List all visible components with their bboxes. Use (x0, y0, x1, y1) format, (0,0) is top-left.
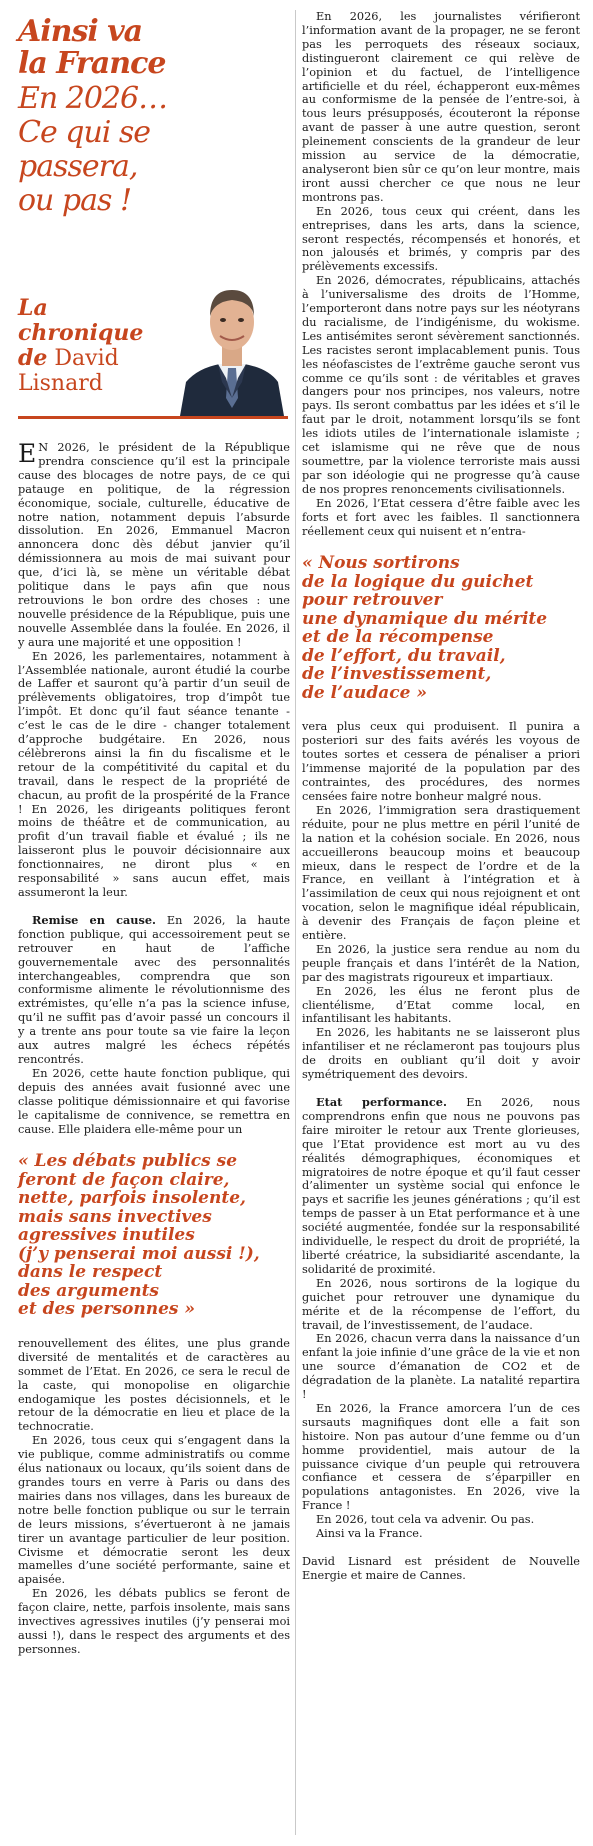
left-body (18, 441, 290, 1657)
paragraph: En 2026, les débats publics se feront de façon claire, nette, parfois insolente, mais sans invectives agressives inutiles (j’y penserai moi aussi !), dans le respect des arguments et des personnes. (18, 1587, 290, 1656)
column-divider (295, 10, 296, 1835)
quote-line: une dynamique du mérite (302, 608, 548, 629)
paragraph: En 2026, les habitants ne se laisseront plus infantiliser et ne réclameront pas toujours plus de droits en oubliant qu’il doit y avoir symétriquement des devoirs. (302, 1026, 580, 1082)
quote-line: et de la récompense (302, 627, 494, 648)
chronique-byline (18, 296, 168, 396)
paragraph: En 2026, l’immigration sera drastiquement réduite, pour ne plus mettre en péril l’unité de la nation et la cohésion sociale. En 2026, nous accueillerons beaucoup moins et beaucoup mieux, dans le respect de l’ordre et de la France, en veillant à l’intégration et à l’assimilation de ceux qui nous rejoignent et ont vocation, selon le magnifique idéal républicain, à devenir des Français de façon pleine et entière. (302, 803, 580, 943)
quote-line: des arguments (18, 1280, 159, 1301)
subhead: Etat performance. (316, 1095, 447, 1109)
pull-quote (302, 554, 580, 702)
paragraph: En 2026, l’Etat cessera d’être faible avec les forts et fort avec les faibles. Il sanctionnera réellement ceux qui nuisent et n’entra- (302, 496, 580, 538)
title-line: passera, (18, 149, 138, 184)
quote-line: de l’audace » (302, 682, 427, 703)
pull-quote (18, 1152, 290, 1319)
quote-line: dans le respect (18, 1262, 163, 1283)
paragraph: vera plus ceux qui produisent. Il punira a posteriori sur des faits avérés les voyous de toutes sortes et cessera de pénaliser a priori l’immense majorité de la population par des contraintes, des procédures, des normes censées faire notre bonheur malgré nous. (302, 720, 580, 803)
paragraph: En 2026, nous sortirons de la logique du guichet pour retrouver une dynamique du mérite et de la récompense de l’effort, du travail, de l’investissement, de l’audace. (302, 1276, 580, 1332)
left-column (18, 16, 290, 1657)
title-line: En 2026… (18, 81, 168, 116)
title-line: ou pas ! (18, 183, 131, 218)
quote-line: « Nous sortirons (302, 553, 460, 574)
quote-line: de l’investissement, (302, 664, 492, 685)
paragraph: En 2026, les parlementaires, notamment à l’Assemblée nationale, auront étudié la courbe de Laffer et sauront qu’à partir d’un seuil de prélèvements obligatoires, trop d’impôt tue l’impôt. Et donc qu’il faut séance tenante - c’est le cas de le dire - changer totalement d’approche budgétaire. En 2026, nous célèbrerons ainsi la fin du fiscalisme et le retour de la compétitivité du capital et du travail, dans le respect de la propriété de chacun, au profit de la prospérité de la France ! En 2026, les dirigeants politiques feront moins de théâtre et de communication, au profit d’un travail fiable et évalué ; ils ne laisseront plus le pouvoir décisionnaire aux fonctionnaires, ne diront plus « en responsabilité » sans aucun effet, mais assumeront la leur. (18, 649, 290, 899)
paragraph: renouvellement des élites, une plus grande diversité de mentalités et de caractères au sommet de l’Etat. En 2026, ce sera le recul de la caste, qui monopolise en oligarchie endogamique les postes décisionnels, et le retour de la démocratie en lieu et place de la technocratie. (18, 1336, 290, 1434)
quote-line: pour retrouver (302, 590, 443, 611)
paragraph: En 2026, démocrates, républicains, attachés à l’universalisme des droits de l’Homme, l’emporteront dans notre pays sur les néotyrans du racialisme, de l’indigénisme, du wokisme. Les antisémites seront sévèrement sanctionnés. Les racistes seront implacablement punis. Tous les néofascistes de l’extrême gauche seront vus comme ce qu’ils sont : de véritables et graves dangers pour nos principes, nos valeurs, notre pays. Ils seront combattus par les idées et s’il le faut par le droit, notamment lorsqu’ils se font les idiots utiles de l’internationale islamiste ; cet islamisme qui ne rêve que de nous soumettre, par la violence terroriste mais aussi par son idéologie qui ne progresse qu’à cause de nos propres renoncements civilisationnels. (302, 274, 580, 496)
quote-line: feront de façon claire, (18, 1169, 230, 1190)
title-line: Ainsi va (18, 14, 143, 49)
title-line: la France (18, 46, 166, 81)
quote-line: et des personnes » (18, 1299, 195, 1320)
subhead: Remise en cause. (32, 912, 156, 927)
paragraph: En 2026, les élus ne feront plus de clientélisme, d’Etat comme local, en infantilisant les habitants. (302, 984, 580, 1026)
paragraph: En 2026, la France amorcera l’un de ces sursauts magnifiques dont elle a fait son histoire. Non pas autour d’une femme ou d’un homme providentiel, mais autour de la puissance civique d’un peuple qui retrouvera confiance et cessera de s’éparpiller en populations antagonistes. En 2026, vive la France ! (302, 1401, 580, 1513)
quote-line: mais sans invectives (18, 1206, 212, 1227)
quote-line: de l’effort, du travail, (302, 645, 506, 666)
chronique-de: de (18, 345, 48, 371)
paragraph: En 2026, cette haute fonction publique, qui depuis des années avait fusionné avec une classe politique démissionnaire et qui favorise le capitalisme de connivence, se remettra en cause. Elle plaidera elle-même pour un (18, 1066, 290, 1136)
author-portrait (176, 270, 288, 416)
paragraph: En 2026, tout cela va advenir. Ou pas. (316, 1513, 535, 1527)
chronique-label: La chronique (18, 295, 144, 346)
paragraph-text: N 2026, le président de la République prendra conscience qu’il est la principale cause des blocages de notre pays, de ce qui patauge en politique, de la régression économique, sociale, culturelle, éducative de notre nation, notamment depuis l’absurde dissolution. En 2026, Emmanuel Macron annoncera donc dès début janvier qu’il démissionnera au mois de mai suivant pour que, d’ici là, se mène un véritable débat politique dans le pays afin que nous retrouvions le bon ordre des choses : une nouvelle présidence de la République, puis une nouvelle Assemblée dans la foulée. En 2026, il y aura une majorité et une opposition ! (18, 441, 290, 649)
quote-line: « Les débats publics se (18, 1151, 238, 1172)
title-line: Ce qui se (18, 115, 151, 150)
article-title (18, 16, 290, 218)
header-rule (18, 416, 288, 419)
paragraph (302, 1096, 580, 1277)
paragraph: En 2026, les journalistes vérifieront l’information avant de la propager, ne se feront pas les perroquets des réseaux sociaux, distingueront clairement ce qui relève de l’opinion et du factuel, de l’intelligence artificielle et du réel, échapperont eux-mêmes au conformisme de la pensée de l’entre-soi, à tous leurs présupposés, écouteront la réponse avant de passer à une autre question, seront pleinement conscients de la grandeur de leur mission au service de la démocratie, analyseront bien sûr ce qu’on leur montre, mais iront aussi chercher ce que nous ne leur montrons pas. (302, 10, 580, 204)
quote-line: agressives inutiles (18, 1225, 195, 1246)
paragraph: Ainsi va la France. (316, 1527, 423, 1541)
paragraph: En 2026, chacun verra dans la naissance d’un enfant la joie infinie d’une grâce de la vie et non une source d’émanation de CO2 et de dégradation de la planète. La natalité repartira ! (302, 1332, 580, 1402)
paragraph: En 2026, tous ceux qui s’engagent dans la vie publique, comme administratifs ou comme élus nationaux ou locaux, qu’ils soient dans de grandes tours en verre à Paris ou dans des mairies dans nos villages, dans les bureaux de notre belle fonction publique ou sur le terrain de leurs missions, s’évertueront à ne jamais tirer un avantage particulier de leur position. Civisme et démocratie seront les deux mamelles d’une société performante, saine et apaisée. (18, 1434, 290, 1587)
paragraph-text: En 2026, nous comprendrons enfin que nous ne pouvons pas faire miroiter le retour aux Trente glorieuses, que l’Etat providence est mort au vu des réalités démographiques, économiques et migratoires de notre époque et qu’il faut cesser d’alimenter un système social qui enfonce le pays et sacrifie les jeunes générations ; qu’il est temps de passer à un Etat performance et à une société augmentée, fondée sur la responsabilité individuelle, le respect du droit de propriété, la liberté créatrice, la subsidiarité ascendante, la solidarité de proximité. (302, 1096, 580, 1276)
paragraph-text: En 2026, la haute fonction publique, qui accessoirement peut se retrouver en haut de l’affiche gouvernementale avec des personnalités interchangeables, comprendra que son conformisme alimente le révolutionnisme des extrémistes, qu’elle n’a pas la science infuse, qu’il ne suffit pas d’avoir passé un concours il y a trente ans pour toute sa vie faire la leçon aux autres malgré les échecs répétés rencontrés. (18, 913, 291, 1066)
paragraph: En 2026, la justice sera rendue au nom du peuple français et dans l’intérêt de la Nation, par des magistrats rigoureux et impartiaux. (302, 942, 580, 984)
quote-line: (j’y penserai moi aussi !), (18, 1243, 260, 1264)
author-last-name: Lisnard (18, 371, 103, 396)
paragraph (18, 914, 290, 1067)
chronique-header (18, 270, 290, 435)
author-signature: David Lisnard est président de Nouvelle Energie et maire de Cannes. (302, 1555, 580, 1582)
paragraph (18, 441, 290, 650)
right-column (302, 10, 580, 1583)
quote-line: de la logique du guichet (302, 571, 534, 592)
author-first-name: David (54, 346, 119, 371)
paragraph: En 2026, tous ceux qui créent, dans les entreprises, dans les arts, dans la science, seront respectés, récompensés et honorés, et non jalousés et brimés, y compris par des prélèvements excessifs. (302, 204, 580, 274)
drop-cap: E (18, 439, 37, 468)
quote-line: nette, parfois insolente, (18, 1188, 246, 1209)
